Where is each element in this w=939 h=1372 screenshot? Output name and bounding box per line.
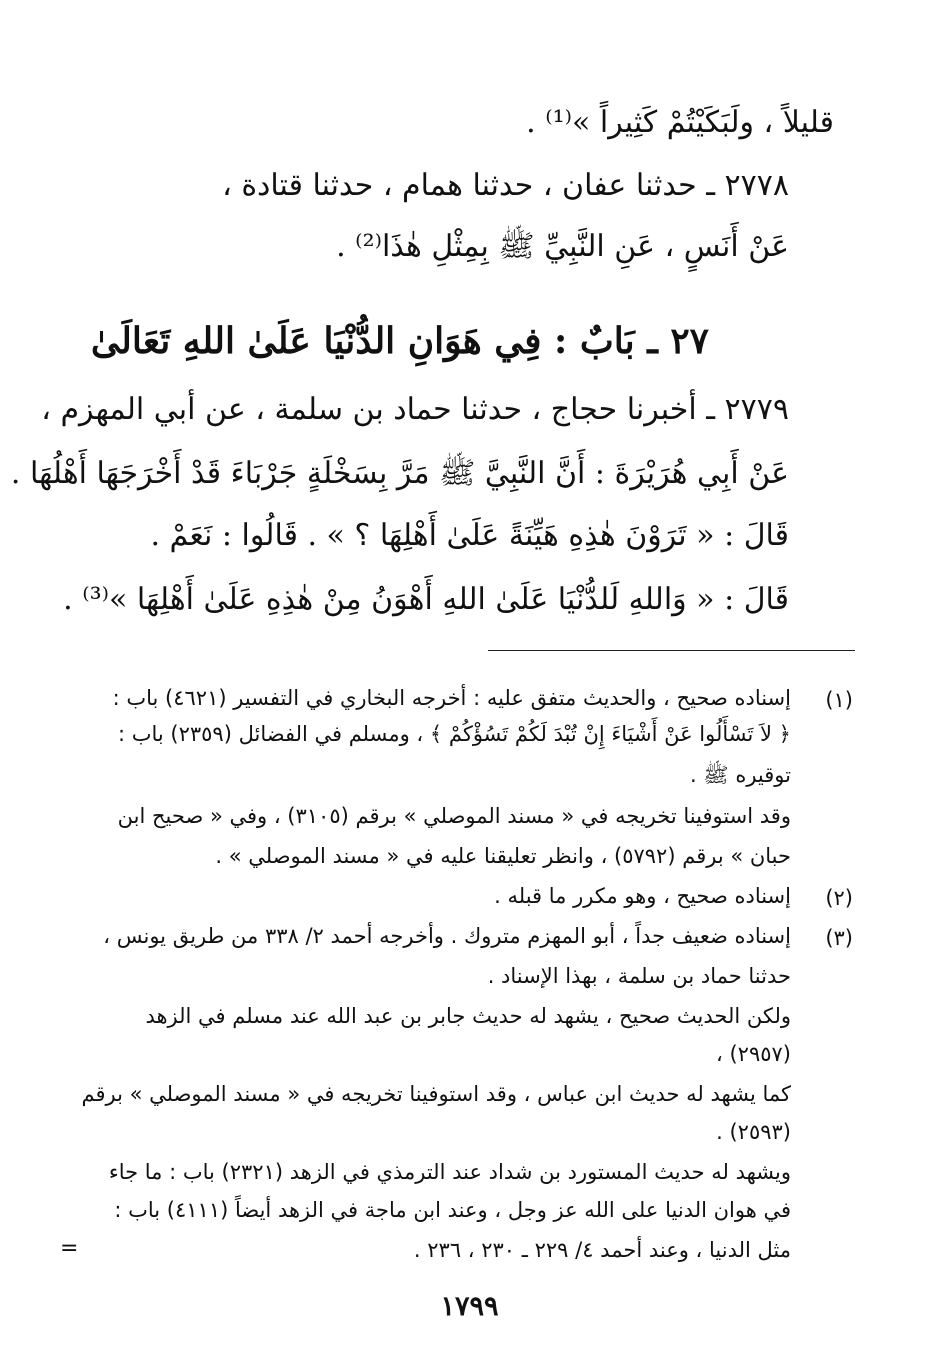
footnote-3-line-9: مثل الدنيا ، وعند أحمد ٤/ ٢٢٩ ـ ٢٣٠ ، ٢٣٦ . <box>413 1238 791 1262</box>
hadith-2779-isnad: ٢٧٧٩ ـ أخبرنا حجاج ، حدثنا حماد بن سلمة ، عن أبي المهزم ، <box>41 392 789 427</box>
hadith-2778-matn: عَنْ أَنَسٍ ، عَنِ النَّبِيِّ ﷺ بِمِثْلِ هٰذَا⁽²⁾ . <box>336 229 789 264</box>
footnote-1-line-2: ﴿ لاَ تَسْأَلُوا عَنْ أَشْيَاءَ إِنْ تُبْدَ لَكُمْ تَسُؤْكُمْ ﴾ ، ومسلم في الفضائل (٢٣٥٩) باب : <box>117 722 791 746</box>
footnote-1-line-4: وقد استوفينا تخريجه في « مسند الموصلي » برقم (٣١٠٥) ، وفي « صحيح ابن <box>117 804 791 828</box>
continuation-mark: = <box>60 1236 79 1261</box>
footnote-3-line-4: (٢٩٥٧) ، <box>716 1042 791 1066</box>
footnote-1-number: (١) <box>825 688 853 712</box>
page-number: ١٧٩٩ <box>440 1291 499 1322</box>
footnote-separator <box>488 650 855 651</box>
footnote-3-line-5: كما يشهد له حديث ابن عباس ، وقد استوفينا تخريجه في « مسند الموصلي » برقم <box>81 1082 791 1106</box>
footnote-3-line-7: ويشهد له حديث المستورد بن شداد عند الترمذي في الزهد (٢٣٢١) باب : ما جاء <box>108 1160 791 1184</box>
footnote-1-line-1: إسناده صحيح ، والحديث متفق عليه : أخرجه البخاري في التفسير (٤٦٢١) باب : <box>112 686 791 710</box>
footnote-3-line-3: ولكن الحديث صحيح ، يشهد له حديث جابر بن عبد الله عند مسلم في الزهد <box>145 1004 791 1028</box>
chapter-heading: ٢٧ ـ بَابٌ : فِي هَوَانِ الدُّنْيَا عَلَىٰ اللهِ تَعَالَىٰ <box>90 320 709 362</box>
hadith-2779-matn-1: عَنْ أَبِي هُرَيْرَةَ : أَنَّ النَّبِيَّ ﷺ مَرَّ بِسَخْلَةٍ جَرْبَاءَ قَدْ أَخْرَجَهَا أَهْلُهَا . <box>10 456 789 491</box>
footnote-3-line-2: حدثنا حماد بن سلمة ، بهذا الإسناد . <box>487 964 791 988</box>
footnote-2-number: (٢) <box>825 886 853 910</box>
hadith-2778-isnad: ٢٧٧٨ ـ حدثنا عفان ، حدثنا همام ، حدثنا قتادة ، <box>222 168 789 203</box>
hadith-2779-matn-3: قَالَ : « وَاللهِ لَلدُّنْيَا عَلَىٰ اللهِ أَهْوَنُ مِنْ هٰذِهِ عَلَىٰ أَهْلِهَا »⁽³⁾ . <box>63 582 789 617</box>
hadith-2779-matn-2: قَالَ : « تَرَوْنَ هٰذِهِ هَيِّنَةً عَلَىٰ أَهْلِهَا ؟ » . قَالُوا : نَعَمْ . <box>150 518 789 553</box>
text-line-1: قليلاً ، ولَبَكَيْتُمْ كَثِيراً »⁽¹⁾ . <box>526 105 834 140</box>
footnote-3-line-1: إسناده ضعيف جداً ، أبو المهزم متروك . وأخرجه أحمد ٢/ ٣٣٨ من طريق يونس ، <box>103 924 791 948</box>
footnote-3-line-6: (٢٥٩٣) . <box>716 1120 791 1144</box>
footnote-2-line-1: إسناده صحيح ، وهو مكرر ما قبله . <box>494 884 791 908</box>
footnote-1-line-3: توقيره ﷺ . <box>689 763 791 787</box>
footnote-3-line-8: في هوان الدنيا على الله عز وجل ، وعند ابن ماجة في الزهد أيضاً (٤١١١) باب : <box>114 1198 791 1222</box>
footnote-1-line-5: حبان » برقم (٥٧٩٢) ، وانظر تعليقنا عليه في « مسند الموصلي » . <box>215 844 791 868</box>
footnote-3-number: (٣) <box>825 926 853 950</box>
